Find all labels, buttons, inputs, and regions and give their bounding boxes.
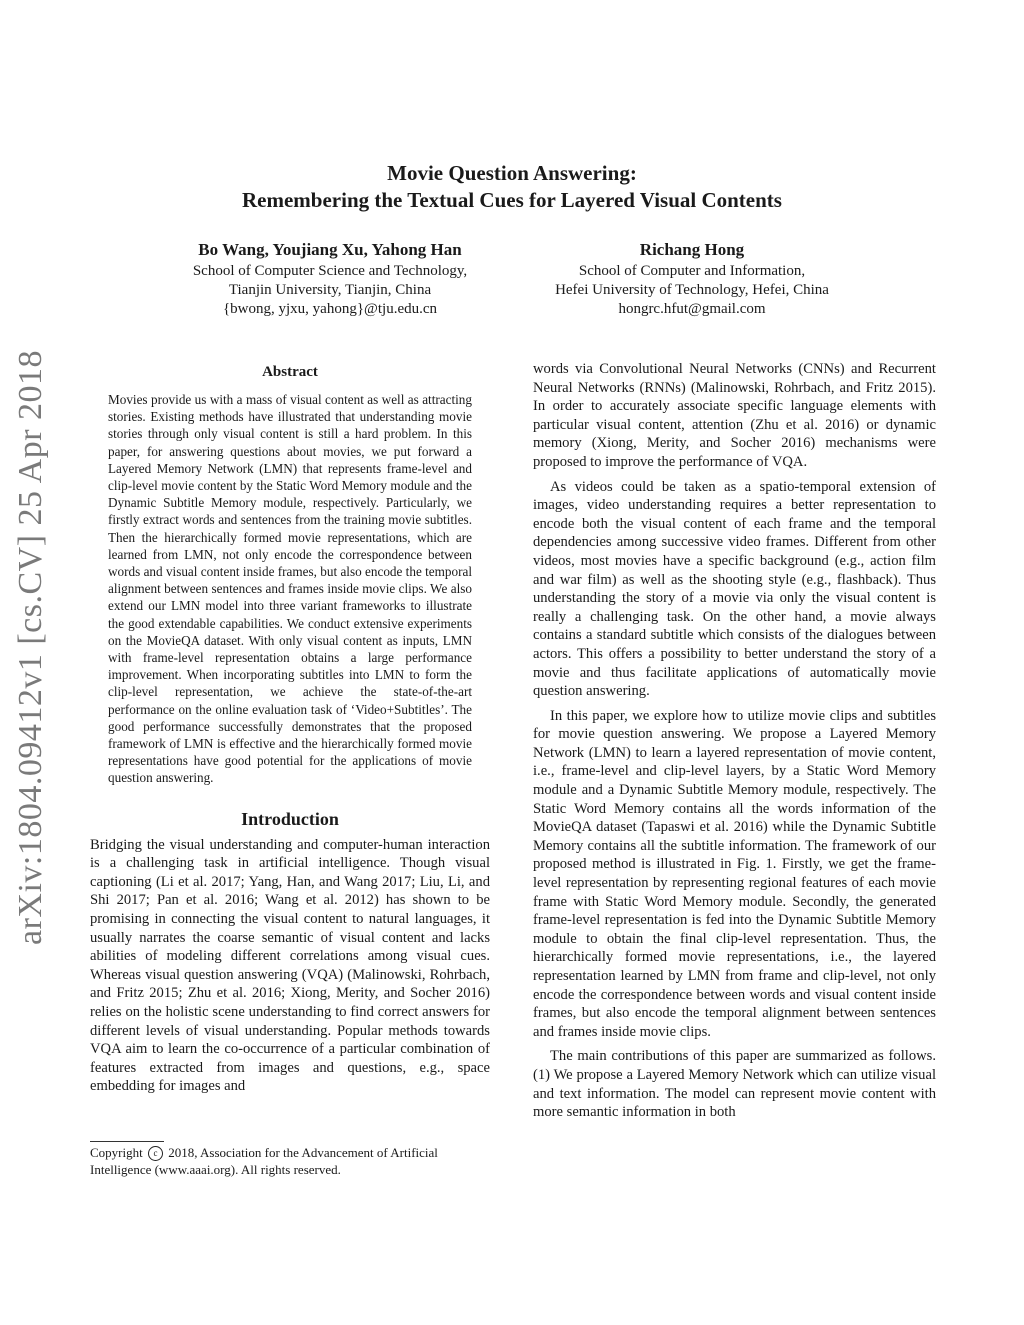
title-line-2: Remembering the Textual Cues for Layered Visual Contents: [242, 188, 782, 212]
intro-paragraph: words via Convolutional Neural Networks (CNNs) and Recurrent Neural Networks (RNNs) (Malinowski, Rohrbach, and Fritz 2015). In order to accurately associate specific language elements with particular visual content, attention (Zhu et al. 2016) or dynamic memory (Xiong, Merity, and Socher 2016) mechanisms were proposed to improve the performance of VQA.: [533, 361, 936, 470]
arxiv-stamp: arXiv:1804.09412v1 [cs.CV] 25 Apr 2018: [12, 349, 49, 945]
left-column: [90, 364, 490, 1096]
introduction-heading: Introduction: [241, 808, 339, 829]
author-block-1: [120, 238, 540, 319]
right-column: [533, 360, 936, 1122]
author-email: hongrc.hfut@gmail.com: [618, 301, 766, 317]
author-affiliation: Tianjin University, Tianjin, China: [228, 282, 432, 298]
paper-title: [0, 160, 1024, 214]
author-names: Richang Hong: [639, 240, 745, 259]
author-affiliation: School of Computer Science and Technology,: [192, 263, 468, 279]
intro-paragraph: The main contributions of this paper are summarized as follows. (1) We propose a Layered Memory Network which can utilize visual and text information. The model can represent movie content with more semantic information in both: [533, 1048, 936, 1121]
footnote-divider: [90, 1141, 164, 1142]
intro-paragraph: Bridging the visual understanding and computer-human interaction is a challenging task in artificial intelligence. Though visual captioning (Li et al. 2017; Yang, Han, and Wang 2017; Liu, Li, and Shi 2017; Pan et al. 2016; Wang et al. 2012) has shown to be promising in connecting the visual content to natural languages, it usually narrates the coarse semantic of visual content and lacks abilities of modeling different correlations among visual cues. Whereas visual question answering (VQA) (Malinowski, Rohrbach, and Fritz 2015; Zhu et al. 2016; Xiong, Merity, and Socher 2016) relies on the holistic scene understanding to find correct answers for different levels of visual understanding. Popular methods towards VQA aim to learn the co-occurrence of a particular combination of features extracted from images and questions, e.g., space embedding for images and: [90, 836, 490, 1095]
author-email: {bwong, yjxu, yahong}@tju.edu.cn: [222, 301, 438, 317]
author-affiliation: Hefei University of Technology, Hefei, China: [555, 282, 829, 298]
copyright-icon: c: [148, 1146, 163, 1161]
author-names: Bo Wang, Youjiang Xu, Yahong Han: [198, 240, 462, 259]
title-line-1: Movie Question Answering:: [387, 161, 637, 185]
author-block-2: [482, 238, 902, 319]
copyright-text: 2018, Association for the Advancement of Artificial Intelligence (www.aaai.org). All rights reserved.: [90, 1145, 438, 1177]
abstract-text: Movies provide us with a mass of visual content as well as attracting stories. Existing methods have illustrated that understanding movie stories through only visual content is still a hard problem. In this paper, for answering questions about movies, we put forward a Layered Memory Network (LMN) that represents frame-level and clip-level movie content by the Static Word Memory module and the Dynamic Subtitle Memory module, respectively. Particularly, we firstly extract words and sentences from the training movie subtitles. Then the hierarchically formed movie representations, which are learned from LMN, not only encode the correspondence between words and visual content inside frames, but also encode the temporal alignment between sentences and frames inside movie clips. We also extend our LMN model into three variant frameworks to illustrate the good extendable capabilities. We conduct extensive experiments on the MovieQA dataset. With only visual content as inputs, LMN with frame-level representation obtains a large performance improvement. When incorporating subtitles into LMN to form the clip-level representation, we achieve the state-of-the-art performance on the online evaluation task of ‘Video+Subtitles’. The good performance successfully demonstrates that the proposed framework of LMN is effective and the hierarchically formed movie representations have good potential for the applications of movie question answering.: [108, 392, 472, 786]
copyright-label: Copyright: [90, 1145, 143, 1160]
abstract-heading: Abstract: [262, 364, 318, 380]
author-affiliation: School of Computer and Information,: [578, 263, 806, 279]
intro-paragraph: In this paper, we explore how to utilize movie clips and subtitles for movie question answering. We propose a Layered Memory Network (LMN) to learn a layered representation of movie content, i.e., frame-level and clip-level layers, by a Static Word Memory module and a Dynamic Subtitle Memory module, respectively. The Static Word Memory contains all the words information of the MovieQA dataset (Tapaswi et al. 2016) while the Dynamic Subtitle Memory contains all the subtitle information. The framework of our proposed method is illustrated in Fig. 1. Firstly, we get the frame-level representation by representing regional features of each movie frame with Static Word Memory module. Secondly, the generated frame-level representation is fed into the Dynamic Subtitle Memory module to obtain the final clip-level representation. Thus, the hierarchically formed movie representations, i.e., the layered representation learned by LMN from frame and clip-level, not only encode the correspondence between words and visual content inside frames, but also encode the temporal alignment between sentences and frames inside movie clips.: [533, 707, 936, 1040]
intro-paragraph: As videos could be taken as a spatio-temporal extension of images, video understanding requires a better representation to encode both the visual content of each frame and the temporal dependencies among successive video frames. Different from other videos, most movies have a specific background (e.g., action film and war film) as well as the shooting style (e.g., flashback). Thus understanding the story of a movie via only the visual content is really a challenging task. On the other hand, a movie always contains a standard subtitle which consists of the dialogues between actors. This offers a possibility to better understand the story of a movie and thus facilitate applications of automatically movie question answering.: [533, 478, 936, 700]
copyright-footnote: [90, 1144, 490, 1178]
